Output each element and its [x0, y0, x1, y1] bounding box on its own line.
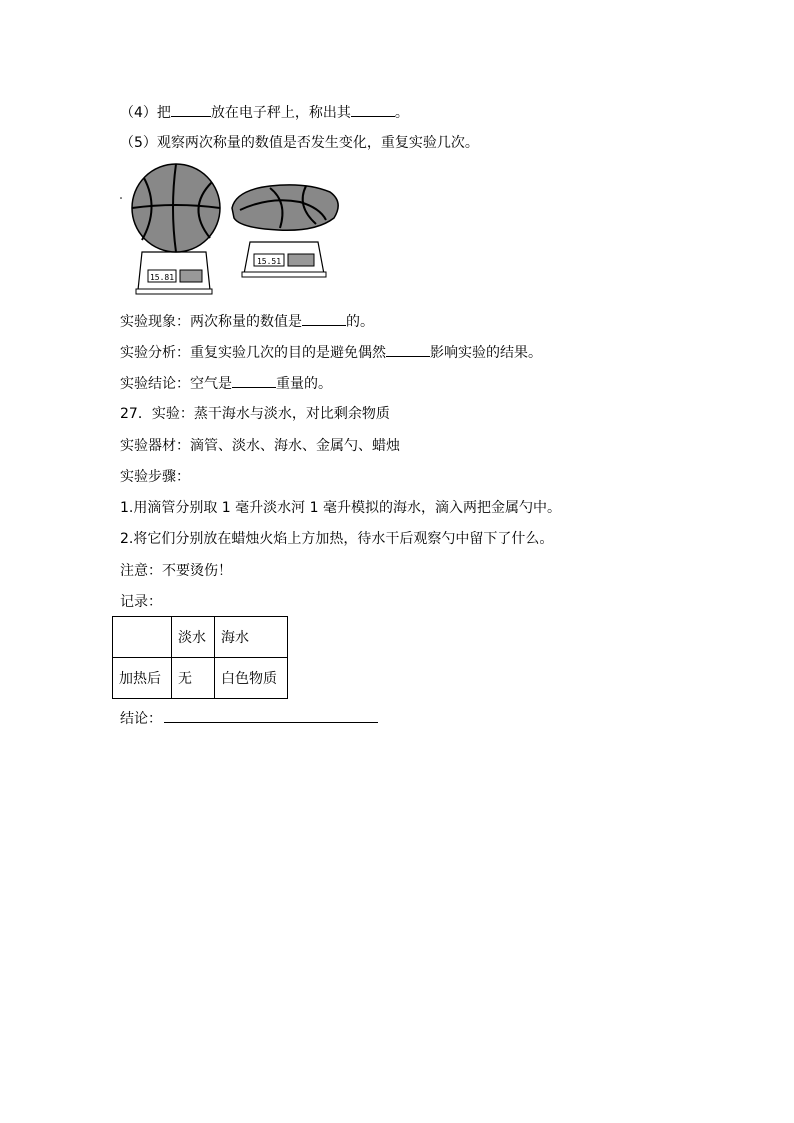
balloon-weighing-figure [120, 162, 350, 298]
step-4-line [120, 102, 409, 123]
step-4-text-b: 放在电子秤上，称出其 [210, 105, 351, 121]
record-label: 记录： [120, 594, 162, 610]
step-5-line: （5）观察两次称量的数值是否发生变化，重复实验几次。 [120, 135, 479, 151]
blank-result[interactable] [232, 373, 276, 388]
table-header-cell: 海水 [215, 617, 288, 658]
record-table [112, 616, 288, 699]
table-cell: 白色物质 [215, 658, 288, 699]
blank-phenomenon[interactable] [302, 311, 346, 326]
phenomenon-line [120, 311, 374, 332]
step-2-line: 2.将它们分别放在蜡烛火焰上方加热，待水干后观察勺中留下了什么。 [120, 531, 554, 547]
analysis-text-a: 实验分析：重复实验几次的目的是避免偶然 [120, 345, 386, 361]
scale-2-readout: 15.51 [256, 257, 282, 266]
conclusion-line [120, 708, 378, 729]
phenomenon-text-a: 实验现象：两次称量的数值是 [120, 314, 302, 330]
scale-2 [242, 242, 326, 277]
table-cell: 无 [172, 658, 215, 699]
result-text-b: 重量的。 [276, 376, 332, 392]
analysis-line [120, 342, 542, 363]
stray-dot [120, 197, 122, 199]
table-header-cell: 淡水 [172, 617, 215, 658]
scale-1 [136, 252, 212, 294]
blank-analysis[interactable] [386, 342, 430, 357]
result-line [120, 373, 332, 394]
blank-weight[interactable] [351, 102, 395, 117]
basketball-icon [132, 164, 220, 252]
table-header-row [113, 617, 288, 658]
question-27-title: 27．实验：蒸干海水与淡水，对比剩余物质 [120, 406, 390, 422]
result-text-a: 实验结论：空气是 [120, 376, 232, 392]
deflated-basketball-icon [232, 185, 338, 230]
step-1-line: 1.用滴管分别取 1 毫升淡水河 1 毫升模拟的海水，滴入两把金属勺中。 [120, 500, 561, 516]
steps-title: 实验步骤： [120, 469, 190, 485]
table-cell: 加热后 [113, 658, 172, 699]
table-row [113, 658, 288, 699]
step-4-text-c: 。 [394, 105, 409, 121]
analysis-text-b: 影响实验的结果。 [430, 345, 542, 361]
equipment-line: 实验器材：滴管、淡水、海水、金属勺、蜡烛 [120, 438, 400, 454]
scale-1-readout: 15.81 [149, 273, 175, 282]
phenomenon-text-b: 的。 [346, 314, 374, 330]
note-line: 注意：不要烫伤！ [120, 563, 232, 579]
conclusion-label: 结论： [120, 711, 162, 727]
blank-conclusion[interactable] [164, 708, 378, 723]
step-4-text-a: （4）把 [120, 105, 171, 121]
blank-object[interactable] [171, 102, 211, 117]
table-header-cell [113, 617, 172, 658]
